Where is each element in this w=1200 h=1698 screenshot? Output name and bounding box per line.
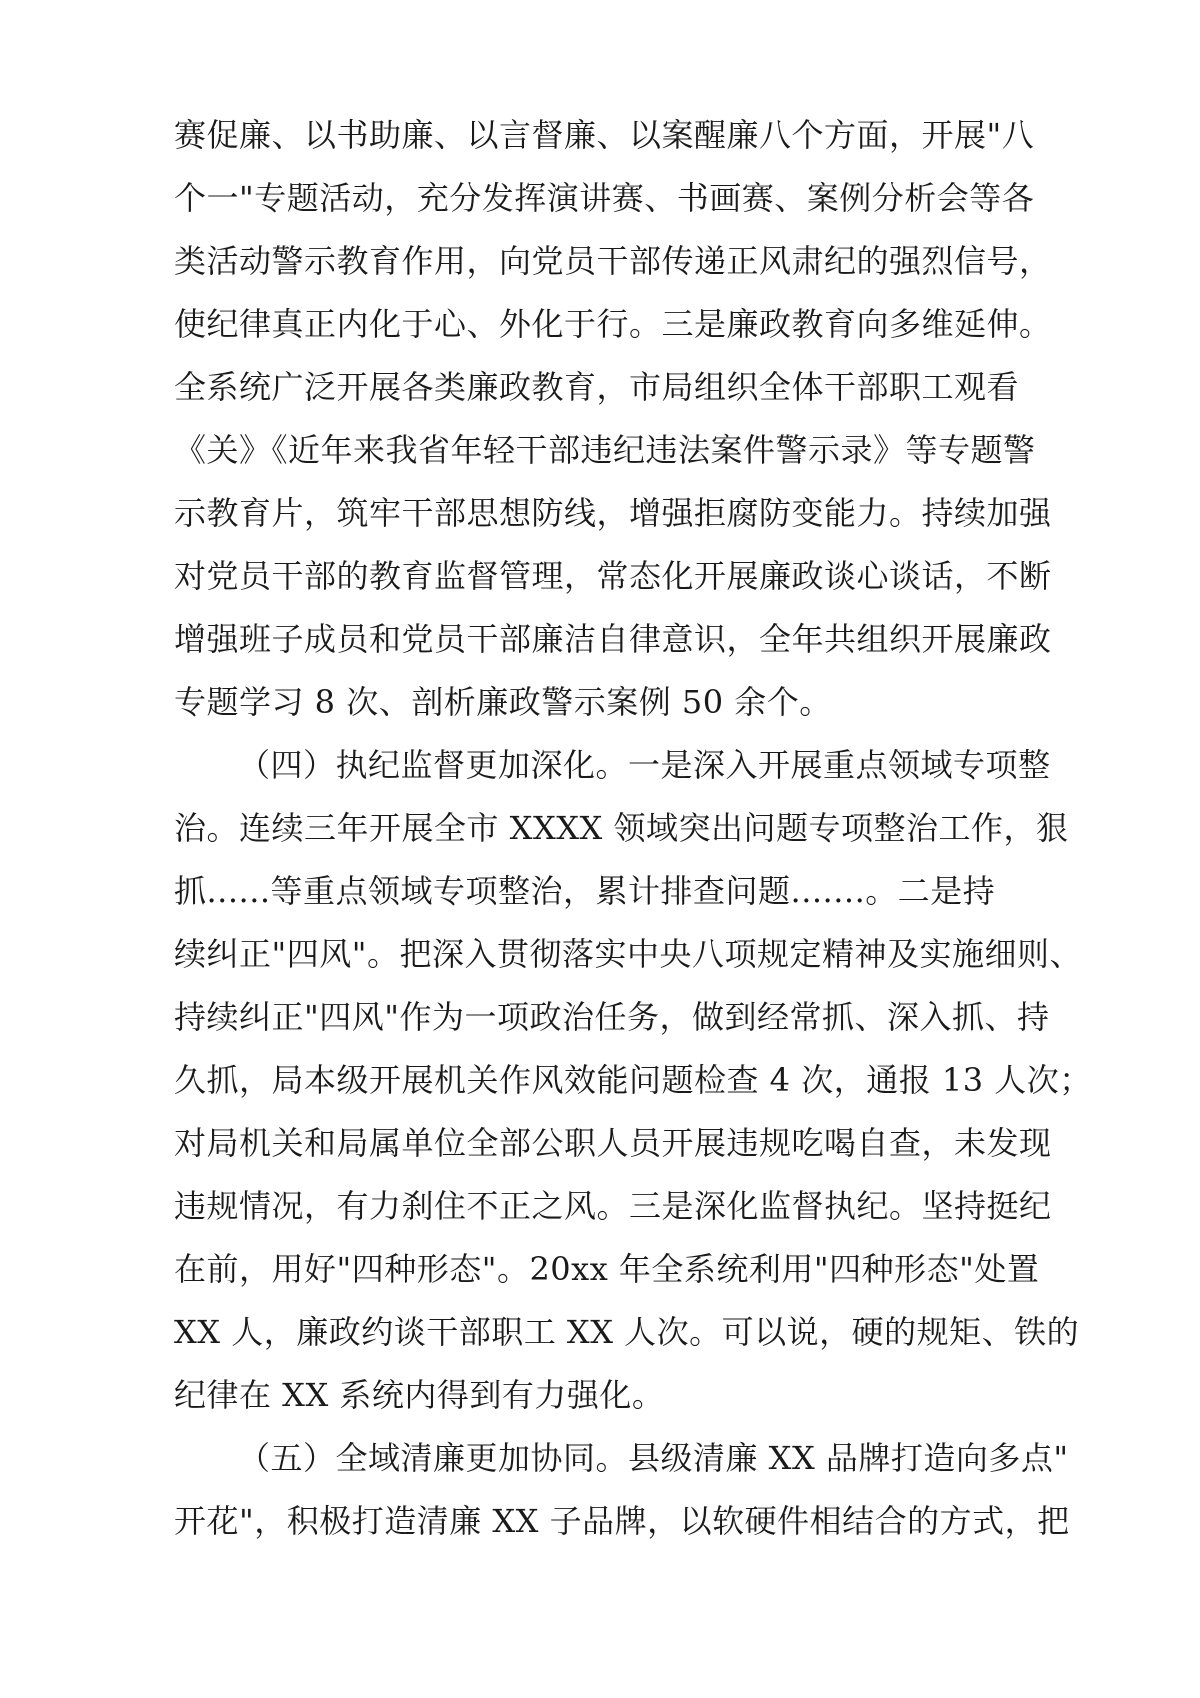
text-line: 纪律在 XX 系统内得到有力强化。 (174, 1376, 665, 1414)
text-line: 对党员干部的教育监督管理，常态化开展廉政谈心谈话，不断 (174, 557, 1052, 595)
text-line: 类活动警示教育作用，向党员干部传递正风肃纪的强烈信号， (174, 242, 1052, 280)
text-line: 个一"专题活动，充分发挥演讲赛、书画赛、案例分析会等各 (174, 179, 1035, 217)
text-line: 《关》《近年来我省年轻干部违纪违法案件警示录》等专题警 (174, 431, 1036, 469)
text-line: 续纠正"四风"。把深入贯彻落实中央八项规定精神及实施细则、 (174, 935, 1082, 973)
text-line: XX 人，廉政约谈干部职工 XX 人次。可以说，硬的规矩、铁的 (174, 1313, 1080, 1351)
text-line: 治。连续三年开展全市 XXXX 领域突出问题专项整治工作，狠 (174, 809, 1069, 847)
text-line: 开花"，积极打造清廉 XX 子品牌，以软硬件相结合的方式，把 (174, 1502, 1070, 1540)
text-line: 久抓，局本级开展机关作风效能问题检查 4 次，通报 13 人次； (174, 1061, 1092, 1099)
text-line: 使纪律真正内化于心、外化于行。三是廉政教育向多维延伸。 (174, 305, 1052, 343)
text-line: 持续纠正"四风"作为一项政治任务，做到经常抓、深入抓、持 (174, 998, 1050, 1036)
text-line: 专题学习 8 次、剖析廉政警示案例 50 余个。 (174, 683, 832, 721)
text-line: 对局机关和局属单位全部公职人员开展违规吃喝自查，未发现 (174, 1124, 1052, 1162)
text-line: 违规情况，有力刹住不正之风。三是深化监督执纪。坚持挺纪 (174, 1187, 1052, 1225)
text-line: 抓......等重点领域专项整治，累计排查问题.......。二是持 (174, 872, 996, 910)
text-line: 示教育片，筑牢干部思想防线，增强拒腐防变能力。持续加强 (174, 494, 1052, 532)
text-line: 在前，用好"四种形态"。20xx 年全系统利用"四种形态"处置 (174, 1250, 1040, 1288)
text-line: 增强班子成员和党员干部廉洁自律意识，全年共组织开展廉政 (174, 620, 1052, 658)
paragraph-heading-5: （五）全域清廉更加协同。县级清廉 XX 品牌打造向多点" (238, 1439, 1069, 1477)
paragraph-heading-4: （四）执纪监督更加深化。一是深入开展重点领域专项整 (238, 746, 1051, 784)
text-line: 全系统广泛开展各类廉政教育，市局组织全体干部职工观看 (174, 368, 1020, 406)
text-line: 赛促廉、以书助廉、以言督廉、以案醒廉八个方面，开展"八 (174, 116, 1035, 154)
